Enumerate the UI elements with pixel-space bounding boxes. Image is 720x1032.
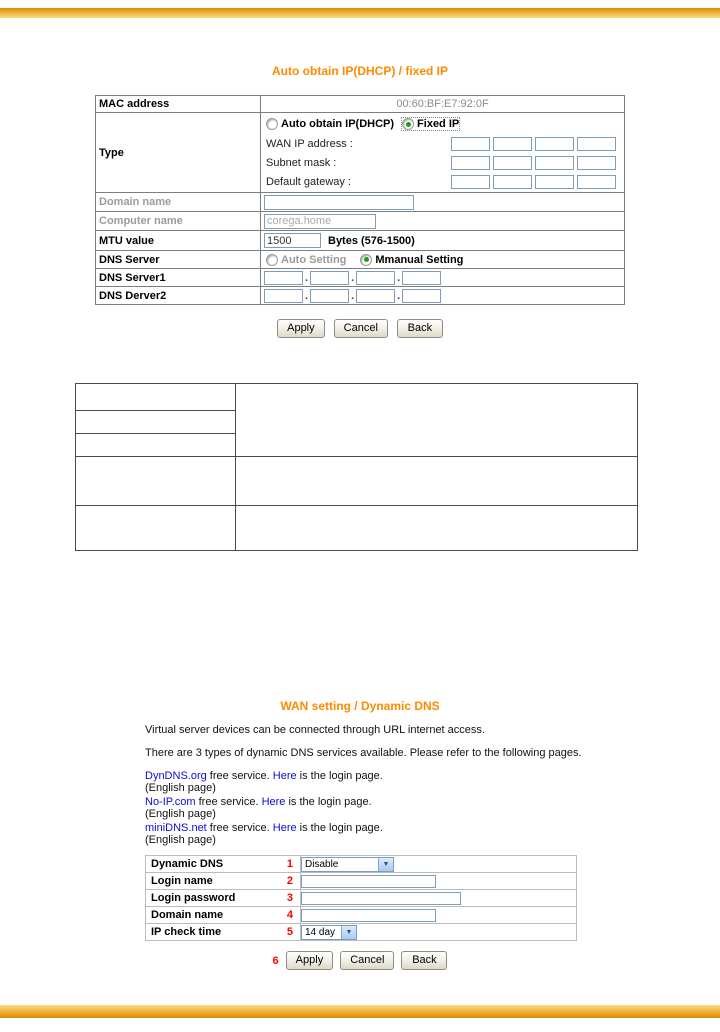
subnet-mask-row [264,153,621,172]
ip-check-time-label-cell [146,924,301,941]
dns-server1-label: DNS Server1 [96,269,261,287]
ddns-settings-table [145,855,577,941]
type-row [96,113,625,193]
ip-check-time-value-cell [301,924,577,941]
service-note: (English page) [145,834,216,846]
subnet-mask-label: Subnet mask : [266,156,337,169]
step-number: 1 [286,858,293,870]
dns-server1-cell [261,269,625,287]
gateway-octet-2[interactable] [493,175,532,189]
octet-separator: . [305,289,309,302]
radio-on-icon[interactable] [360,254,372,266]
login-password-label: Login password [151,892,236,904]
radio-fixed-ip-label: Fixed IP [417,118,460,130]
mac-address-value: 00:60:BF:E7:92:0F [261,96,625,113]
here-link[interactable]: Here [272,770,297,782]
radio-fixed-ip[interactable] [402,118,459,130]
login-name-input[interactable] [301,875,436,888]
dropdown-arrow-icon: ▼ [341,926,356,939]
gateway-octet-4[interactable] [577,175,616,189]
computer-name-row [96,212,625,231]
intro-text-2: There are 3 types of dynamic DNS services available. Please refer to the following pages. [145,747,582,759]
table-cell [236,506,638,551]
radio-on-icon[interactable] [402,118,414,130]
login-password-input[interactable] [301,892,461,905]
table-cell [76,506,236,551]
service-line-minidns [145,822,383,834]
dynamic-dns-select[interactable] [301,857,394,872]
cancel-button[interactable]: Cancel [340,951,394,970]
default-gateway-label: Default gateway : [266,175,351,188]
step-number: 2 [286,875,293,887]
dns-mode-radio-group [264,252,621,267]
dynamic-dns-selected-value: Disable [305,858,339,870]
login-name-value-cell [301,873,577,890]
ddns-domain-name-label: Domain name [151,909,224,921]
login-password-row [146,890,577,907]
here-link[interactable]: Here [272,822,297,834]
dns-server-row [96,251,625,269]
step-number: 6 [272,954,279,967]
dns-server2-label: DNS Derver2 [96,287,261,305]
dyndns-org-link[interactable]: DynDNS.org [145,770,207,782]
octet-separator: . [397,289,401,302]
dynamic-dns-value-cell [301,856,577,873]
service-text: is the login page. [285,796,372,808]
dynamic-dns-label-cell [146,856,301,873]
ip-config-table [95,95,625,305]
domain-name-label: Domain name [96,193,261,212]
step-number: 5 [286,926,293,938]
ip-mode-radio-group [264,114,621,134]
mtu-value-label: MTU value [96,231,261,251]
table-cell [76,384,236,411]
wan-ip-row [264,134,621,153]
type-label: Type [96,113,261,193]
wan-ip-octet-1[interactable] [451,137,490,151]
dns-server2-cell [261,287,625,305]
domain-name-row [96,193,625,212]
section1-buttons [0,319,720,338]
mtu-input[interactable] [264,233,321,248]
subnet-mask-inputs [451,156,616,170]
radio-off-icon[interactable] [266,118,278,130]
wan-ip-octet-2[interactable] [493,137,532,151]
step-number: 3 [286,892,293,904]
wan-ip-octet-4[interactable] [577,137,616,151]
dns2-octet-3[interactable] [356,289,395,303]
service-line-noip [145,796,372,808]
table-cell [236,384,638,457]
gateway-octet-3[interactable] [535,175,574,189]
section2-buttons [0,951,720,970]
octet-separator: . [351,271,355,284]
service-note: (English page) [145,782,216,794]
cancel-button[interactable]: Cancel [334,319,388,338]
dns2-octet-4[interactable] [402,289,441,303]
radio-manual-setting-label: Mmanual Setting [375,253,464,266]
login-name-label-cell [146,873,301,890]
service-note: (English page) [145,808,216,820]
mtu-value-cell [261,231,625,251]
minidns-net-link[interactable]: miniDNS.net [145,822,207,834]
dns1-octet-2[interactable] [310,271,349,285]
radio-auto-setting[interactable] [266,254,346,266]
domain-name-input[interactable] [264,195,414,210]
computer-name-cell [261,212,625,231]
wan-ip-inputs [451,137,616,151]
dynamic-dns-label: Dynamic DNS [151,858,224,870]
ddns-domain-name-input[interactable] [301,909,436,922]
subnet-octet-3[interactable] [535,156,574,170]
service-line-dyndns [145,770,383,782]
gateway-octet-1[interactable] [451,175,490,189]
apply-button[interactable]: Apply [286,951,334,970]
radio-auto-obtain-dhcp[interactable] [266,118,394,130]
service-text: is the login page. [296,822,383,834]
service-text: free service. [206,822,273,834]
login-name-row [146,873,577,890]
ddns-domain-name-value-cell [301,907,577,924]
bottom-decor-bar [0,1005,720,1018]
service-text: free service. [195,796,262,808]
dns-server-label: DNS Server [96,251,261,269]
table-cell [76,457,236,506]
radio-auto-setting-label: Auto Setting [281,253,347,266]
wan-ip-label: WAN IP address : [266,137,353,150]
dns-server1-row [96,269,625,287]
mac-address-label: MAC address [96,96,261,113]
back-button[interactable]: Back [397,319,443,338]
table-cell [76,434,236,457]
empty-notes-table [75,383,638,551]
computer-name-label: Computer name [96,212,261,231]
ddns-domain-name-row [146,907,577,924]
login-password-value-cell [301,890,577,907]
service-text: free service. [206,770,273,782]
dns2-octet-1[interactable] [264,289,303,303]
type-value-cell [261,113,625,193]
login-name-label: Login name [151,875,213,887]
ip-check-time-selected-value: 14 day [305,926,336,938]
dns1-octet-4[interactable] [402,271,441,285]
radio-auto-obtain-label: Auto obtain IP(DHCP) [281,118,395,130]
octet-separator: . [305,271,309,284]
back-button[interactable]: Back [401,951,447,970]
octet-separator: . [397,271,401,284]
wan-ip-octet-3[interactable] [535,137,574,151]
ip-check-time-select[interactable] [301,925,357,940]
default-gateway-row [264,172,621,191]
dns1-octet-1[interactable] [264,271,303,285]
dns-server2-row [96,287,625,305]
login-password-label-cell [146,890,301,907]
apply-button[interactable]: Apply [277,319,325,338]
ddns-domain-name-label-cell [146,907,301,924]
no-ip-com-link[interactable]: No-IP.com [145,796,196,808]
intro-text-1: Virtual server devices can be connected through URL internet access. [145,724,485,736]
dynamic-dns-row [146,856,577,873]
dropdown-arrow-icon: ▼ [378,858,393,871]
service-text: is the login page. [296,770,383,782]
radio-off-icon[interactable] [266,254,278,266]
ip-check-time-label: IP check time [151,926,222,938]
mtu-range-hint: Bytes (576-1500) [328,234,415,247]
subnet-octet-1[interactable] [451,156,490,170]
dns2-octet-2[interactable] [310,289,349,303]
table-cell [76,411,236,434]
ip-check-time-row [146,924,577,941]
dns1-octet-3[interactable] [356,271,395,285]
subnet-octet-4[interactable] [577,156,616,170]
domain-name-cell [261,193,625,212]
subnet-octet-2[interactable] [493,156,532,170]
mtu-value-row [96,231,625,251]
mac-address-row [96,96,625,113]
radio-manual-setting[interactable] [360,254,463,266]
octet-separator: . [351,289,355,302]
computer-name-input[interactable] [264,214,376,229]
table-cell [236,457,638,506]
step-number: 4 [286,909,293,921]
gateway-inputs [451,175,616,189]
top-decor-bar [0,8,720,18]
section2-title: WAN setting / Dynamic DNS [280,699,440,713]
section1-title: Auto obtain IP(DHCP) / fixed IP [272,64,448,78]
here-link[interactable]: Here [261,796,286,808]
dns-server-cell [261,251,625,269]
